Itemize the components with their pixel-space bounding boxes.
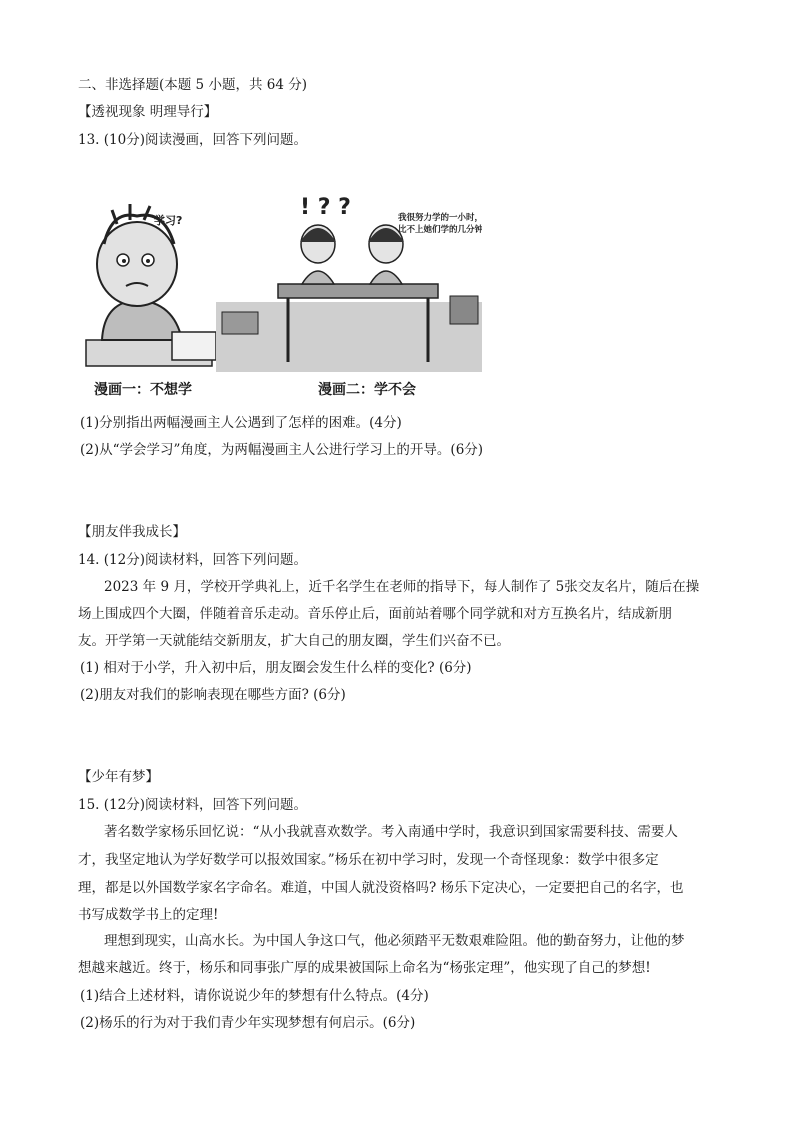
q14-sub1: (1) 相对于小学，升入初中后，朋友圈会发生什么样的变化? (6分) bbox=[80, 660, 472, 676]
q13-heading: 【透视现象 明理导行】 bbox=[78, 104, 218, 120]
q14-heading: 【朋友伴我成长】 bbox=[78, 524, 186, 540]
q15-sub2: (2)杨乐的行为对于我们青少年实现梦想有何启示。(6分) bbox=[80, 1015, 416, 1031]
q15-paragraph-line: 才，我坚定地认为学好数学可以报效国家。”杨乐在初中学习时，发现一个奇怪现象：数学中很多定 bbox=[78, 852, 659, 868]
q14-stem: 14. (12分)阅读材料，回答下列问题。 bbox=[78, 552, 307, 568]
comic2-marks: ! ? ? bbox=[300, 195, 351, 220]
comic-illustration bbox=[82, 192, 482, 400]
q13-sub2: (2)从“学会学习”角度，为两幅漫画主人公进行学习上的开导。(6分) bbox=[80, 442, 484, 458]
comic1-bubble-text: 学习? bbox=[154, 214, 183, 227]
q15-paragraph-line: 理，都是以外国数学家名字命名。难道，中国人就没资格吗? 杨乐下定决心，一定要把自己的名字，也 bbox=[78, 880, 684, 896]
q15-sub1: (1)结合上述材料，请你说说少年的梦想有什么特点。(4分) bbox=[80, 988, 429, 1004]
comic1-caption: 漫画一：不想学 bbox=[94, 382, 192, 398]
comic2-bubble-line2: 比不上她们学的几分钟 bbox=[398, 225, 482, 235]
q15-stem: 15. (12分)阅读材料，回答下列问题。 bbox=[78, 797, 307, 813]
q15-paragraph-line: 著名数学家杨乐回忆说：“从小我就喜欢数学。考入南通中学时，我意识到国家需要科技、需要人 bbox=[104, 824, 678, 840]
q15-paragraph-line: 书写成数学书上的定理! bbox=[78, 907, 219, 923]
q15-paragraph-line: 想越来越近。终于，杨乐和同事张广厚的成果被国际上命名为“杨张定理”，他实现了自己的梦想! bbox=[78, 960, 651, 976]
comic2-caption: 漫画二：学不会 bbox=[318, 382, 416, 398]
q14-paragraph-line: 友。开学第一天就能结交新朋友，扩大自己的朋友圈，学生们兴奋不已。 bbox=[78, 633, 510, 649]
q15-paragraph-line: 理想到现实，山高水长。为中国人争这口气，他必须踏平无数艰难险阻。他的勤奋努力，让他的梦 bbox=[104, 933, 685, 949]
section-title: 二、非选择题(本题 5 小题，共 64 分) bbox=[78, 77, 307, 93]
comic2-bubble-line1: 我很努力学的一小时， bbox=[398, 213, 482, 223]
q15-heading: 【少年有梦】 bbox=[78, 769, 159, 785]
comic2-scene bbox=[216, 225, 482, 372]
q14-paragraph-line: 2023 年 9 月，学校开学典礼上，近千名学生在老师的指导下，每人制作了 5张交友名片，随后在操 bbox=[104, 579, 700, 595]
q14-sub2: (2)朋友对我们的影响表现在哪些方面? (6分) bbox=[80, 687, 346, 703]
q14-paragraph-line: 场上围成四个大圈，伴随着音乐走动。音乐停止后，面前站着哪个同学就和对方互换名片，结成新朋 bbox=[78, 606, 672, 622]
comic1-boy bbox=[86, 204, 216, 366]
q13-stem: 13. (10分)阅读漫画，回答下列问题。 bbox=[78, 132, 307, 148]
q13-sub1: (1)分别指出两幅漫画主人公遇到了怎样的困难。(4分) bbox=[80, 415, 402, 431]
